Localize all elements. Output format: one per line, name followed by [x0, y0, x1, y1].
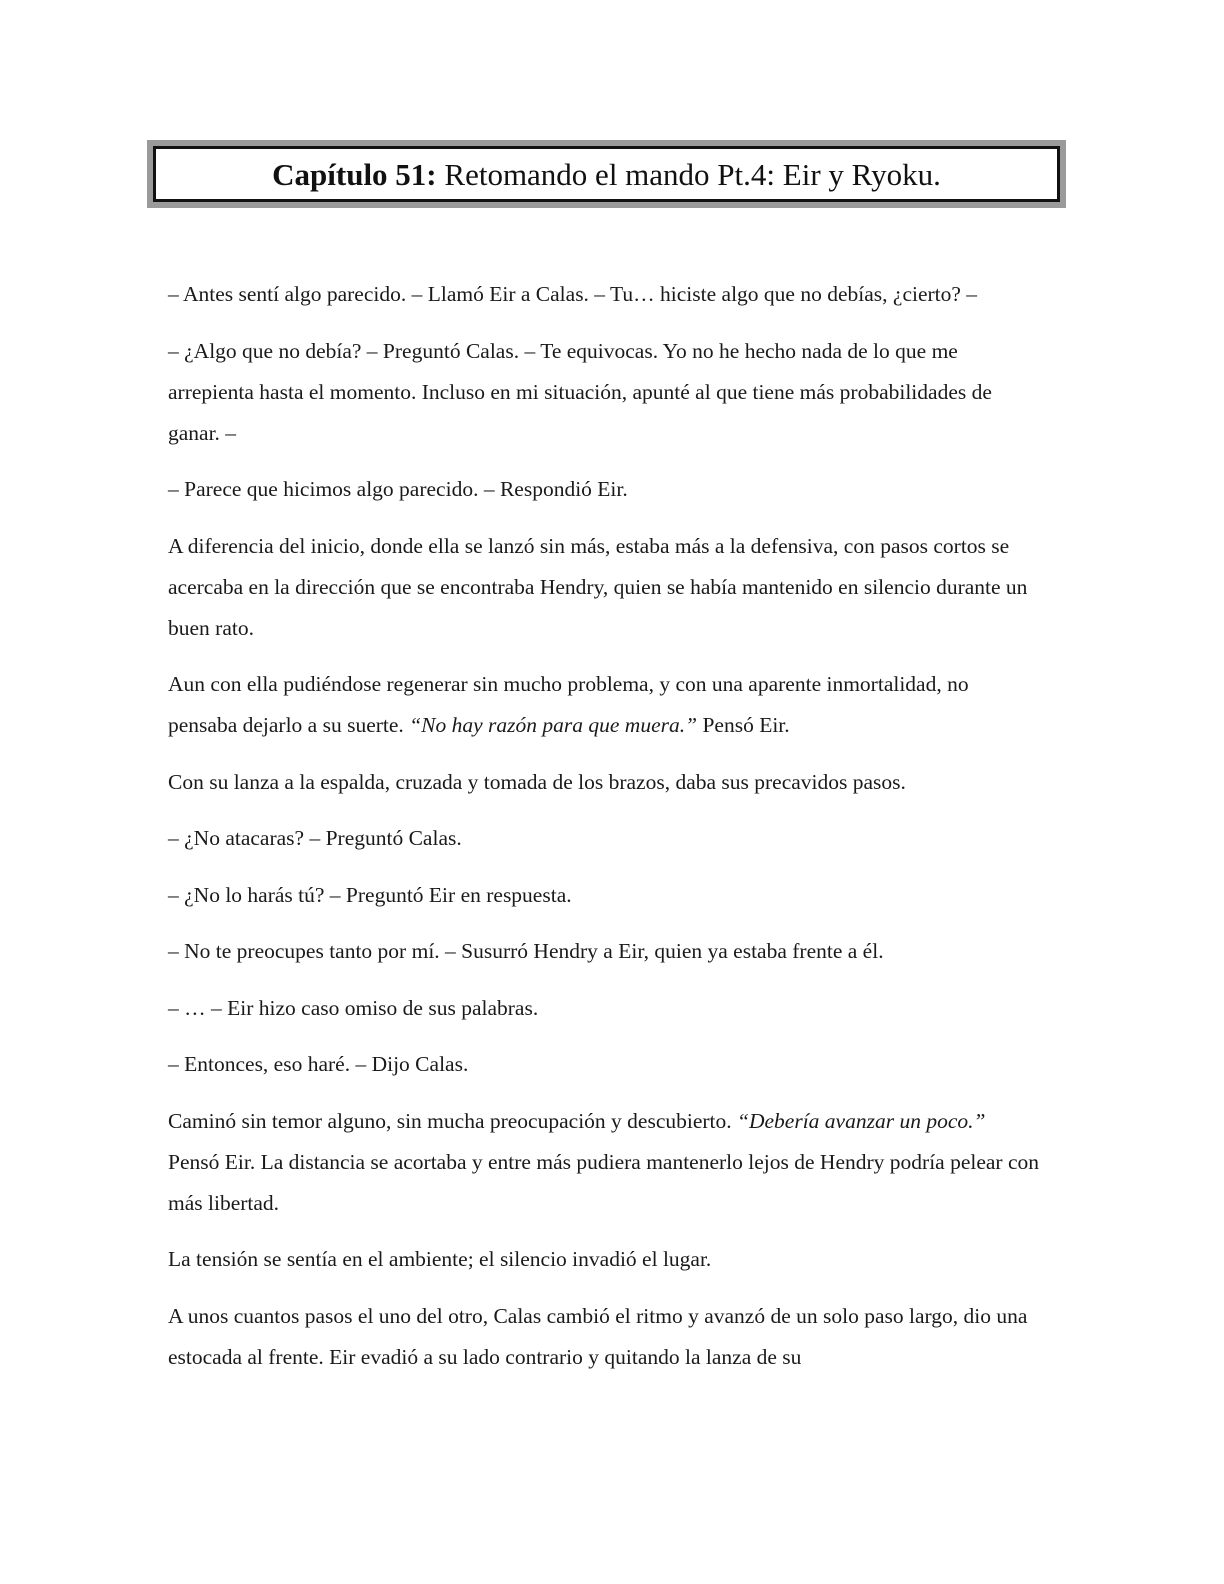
paragraph: – Entonces, eso haré. – Dijo Calas.	[168, 1052, 469, 1076]
chapter-title	[153, 146, 1060, 202]
paragraph: – ¿Algo que no debía? – Preguntó Calas. – Te equivocas. Yo no he hecho nada de lo que me arrepienta hasta el momento. Incluso en mi situación, apunté al que tiene más probabilidades de ganar. –	[168, 338, 992, 445]
chapter-body	[168, 274, 1040, 1393]
paragraph: – Parece que hicimos algo parecido. – Respondió Eir.	[168, 477, 628, 501]
paragraph-text: Aun con ella pudiéndose regenerar sin mucho problema, y con una aparente inmortalidad, no pensaba dejarlo a su suerte.	[168, 672, 969, 737]
paragraph: – ¿No atacaras? – Preguntó Calas.	[168, 826, 462, 850]
italic-thought: “Debería avanzar un poco.”	[737, 1108, 986, 1133]
italic-thought: “No hay razón para que muera.”	[409, 713, 698, 737]
paragraph	[168, 664, 1040, 746]
chapter-title-frame	[147, 140, 1066, 208]
paragraph: – … – Eir hizo caso omiso de sus palabras.	[168, 995, 539, 1020]
paragraph-text: Pensó Eir. La distancia se acortaba y entre más pudiera mantenerlo lejos de Hendry podría pelear con más libertad.	[168, 1149, 1040, 1215]
paragraph-text: Pensó Eir.	[697, 713, 790, 737]
paragraph: – Antes sentí algo parecido. – Llamó Eir a Calas. – Tu… hiciste algo que no debías, ¿cierto? –	[168, 282, 978, 306]
paragraph: Con su lanza a la espalda, cruzada y tomada de los brazos, daba sus precavidos pasos.	[168, 769, 906, 794]
paragraph: A diferencia del inicio, donde ella se lanzó sin más, estaba más a la defensiva, con pasos cortos se acercaba en la dirección que se encontraba Hendry, quien se había mantenido en silencio durante un buen rato.	[168, 533, 1028, 640]
paragraph-text: Caminó sin temor alguno, sin mucha preocupación y descubierto.	[168, 1108, 738, 1133]
paragraph: – ¿No lo harás tú? – Preguntó Eir en respuesta.	[168, 882, 572, 907]
paragraph: La tensión se sentía en el ambiente; el silencio invadió el lugar.	[168, 1247, 712, 1271]
paragraph	[168, 1101, 1040, 1224]
chapter-label: Capítulo 51:	[272, 156, 437, 192]
paragraph: A unos cuantos pasos el uno del otro, Calas cambió el ritmo y avanzó de un solo paso largo, dio una estocada al frente. Eir evadió a su lado contrario y quitando la lanza de su	[168, 1303, 1028, 1369]
chapter-title-text: Retomando el mando Pt.4: Eir y Ryoku.	[444, 156, 941, 192]
paragraph: – No te preocupes tanto por mí. – Susurró Hendry a Eir, quien ya estaba frente a él.	[168, 939, 884, 963]
